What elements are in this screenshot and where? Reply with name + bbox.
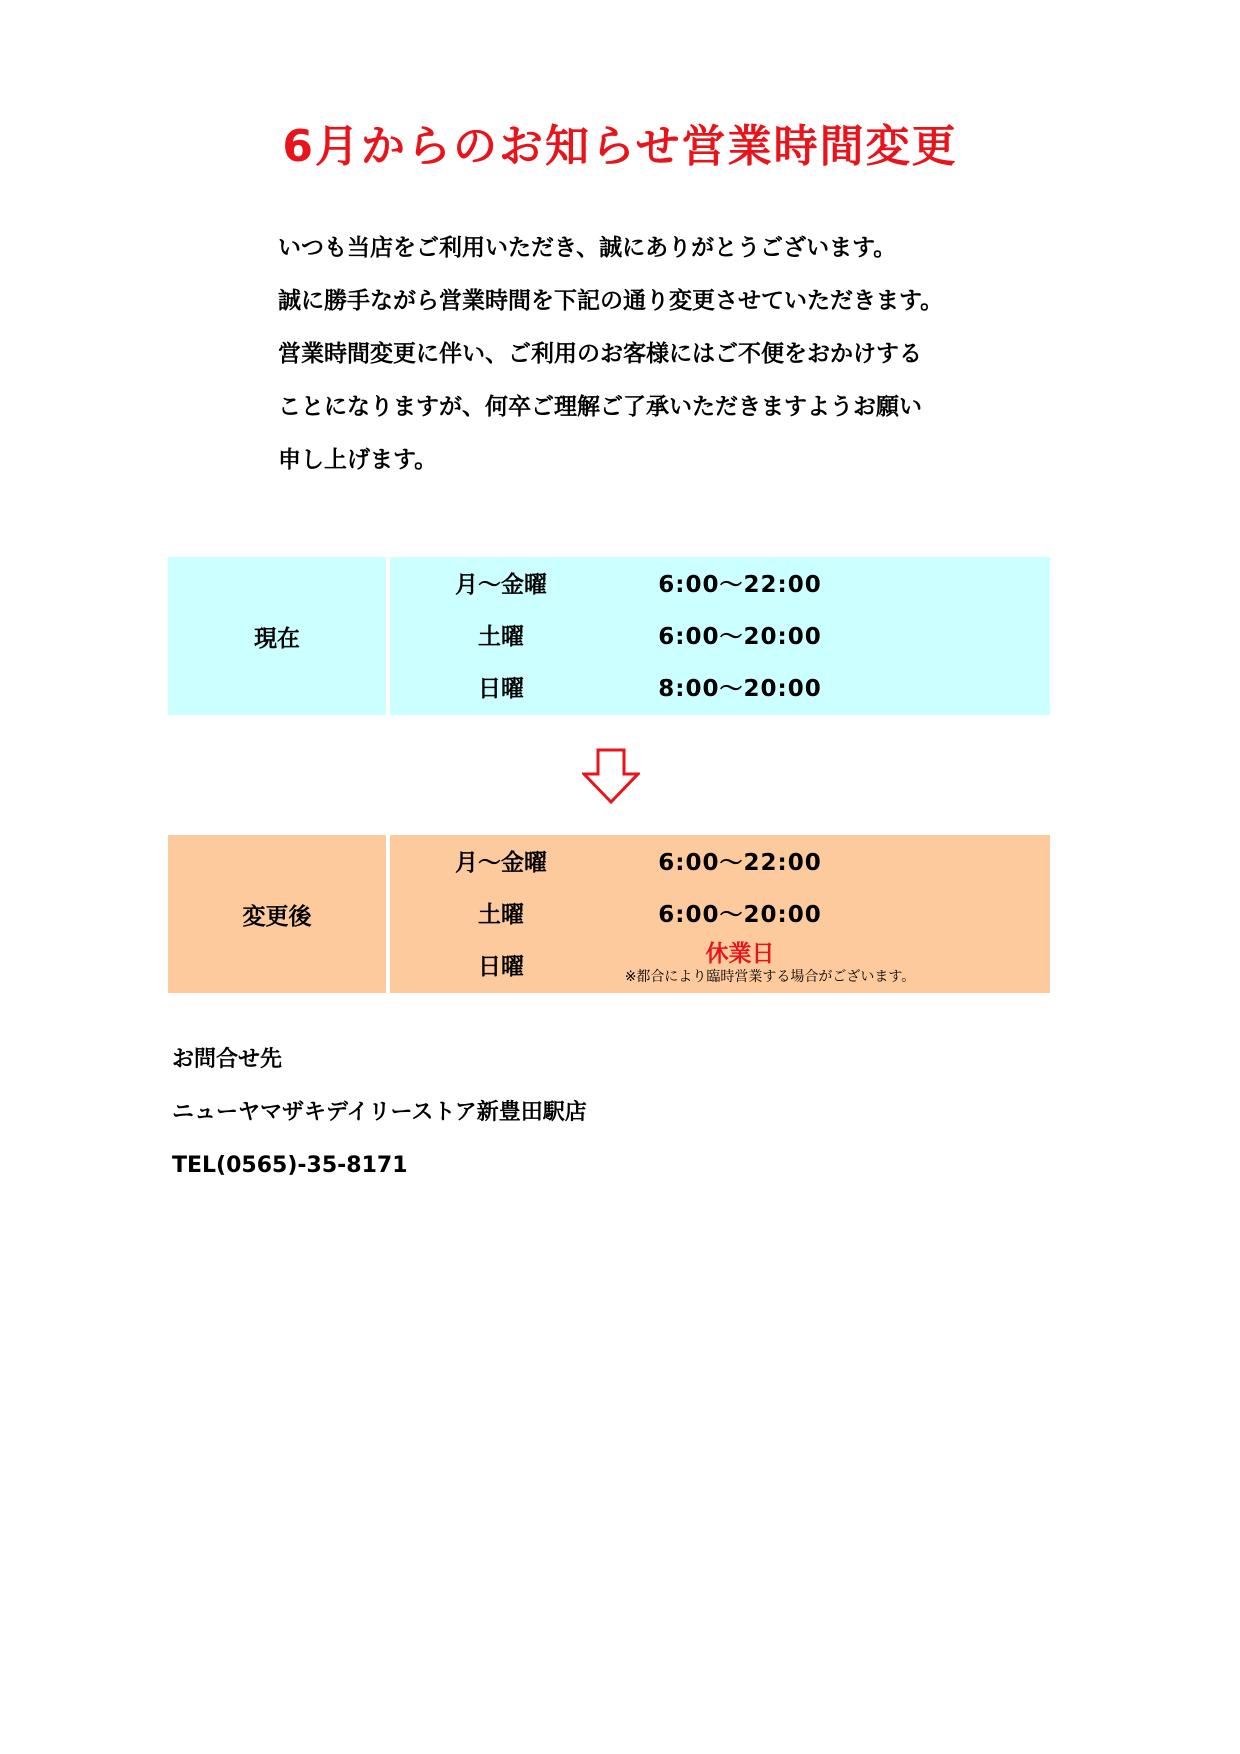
day-label: 土曜 — [478, 624, 524, 650]
hours-value: 6:00～20:00 — [658, 624, 822, 650]
intro-line: 営業時間変更に伴い、ご利用のお客様にはご不便をおかけする — [278, 341, 922, 367]
contact-info — [172, 1033, 587, 1192]
closed-label: 休業日 — [705, 941, 775, 967]
day-label: 月～金曜 — [455, 850, 547, 876]
hours-value: 8:00～20:00 — [658, 676, 822, 702]
down-arrow-icon — [582, 748, 640, 804]
hours-value: 6:00～20:00 — [658, 902, 822, 928]
day-label: 土曜 — [478, 902, 524, 928]
day-label: 日曜 — [478, 954, 524, 980]
intro-line: いつも当店をご利用いただき、誠にありがとうございます。 — [278, 235, 897, 261]
store-name: ニューヤマザキデイリーストア新豊田駅店 — [172, 1100, 587, 1125]
contact-heading: お問合せ先 — [172, 1047, 283, 1072]
page-title: 6月からのお知らせ営業時間変更 — [282, 121, 958, 172]
hours-row — [390, 617, 1050, 657]
hours-row — [390, 843, 1050, 883]
closed-note: ※都合により臨時営業する場合がございます。 — [624, 969, 916, 985]
intro-line: ことになりますが、何卒ご理解ご了承いただきますようお願い — [278, 394, 922, 420]
current-hours-table — [168, 557, 1050, 715]
current-label: 現在 — [254, 625, 300, 652]
phone-number: TEL(0565)-35-8171 — [172, 1153, 408, 1178]
after-label: 変更後 — [242, 903, 312, 930]
intro-line: 申し上げます。 — [278, 447, 438, 473]
hours-value: 6:00～22:00 — [658, 850, 822, 876]
hours-row — [390, 895, 1050, 935]
hours-row — [390, 669, 1050, 709]
new-hours-table — [168, 835, 1050, 993]
hours-row — [390, 565, 1050, 605]
hours-row — [390, 941, 1050, 987]
day-label: 日曜 — [478, 676, 524, 702]
intro-text — [278, 222, 1078, 487]
hours-value: 6:00～22:00 — [658, 572, 822, 598]
intro-line: 誠に勝手ながら営業時間を下記の通り変更させていただきます。 — [278, 288, 944, 314]
day-label: 月～金曜 — [455, 572, 547, 598]
